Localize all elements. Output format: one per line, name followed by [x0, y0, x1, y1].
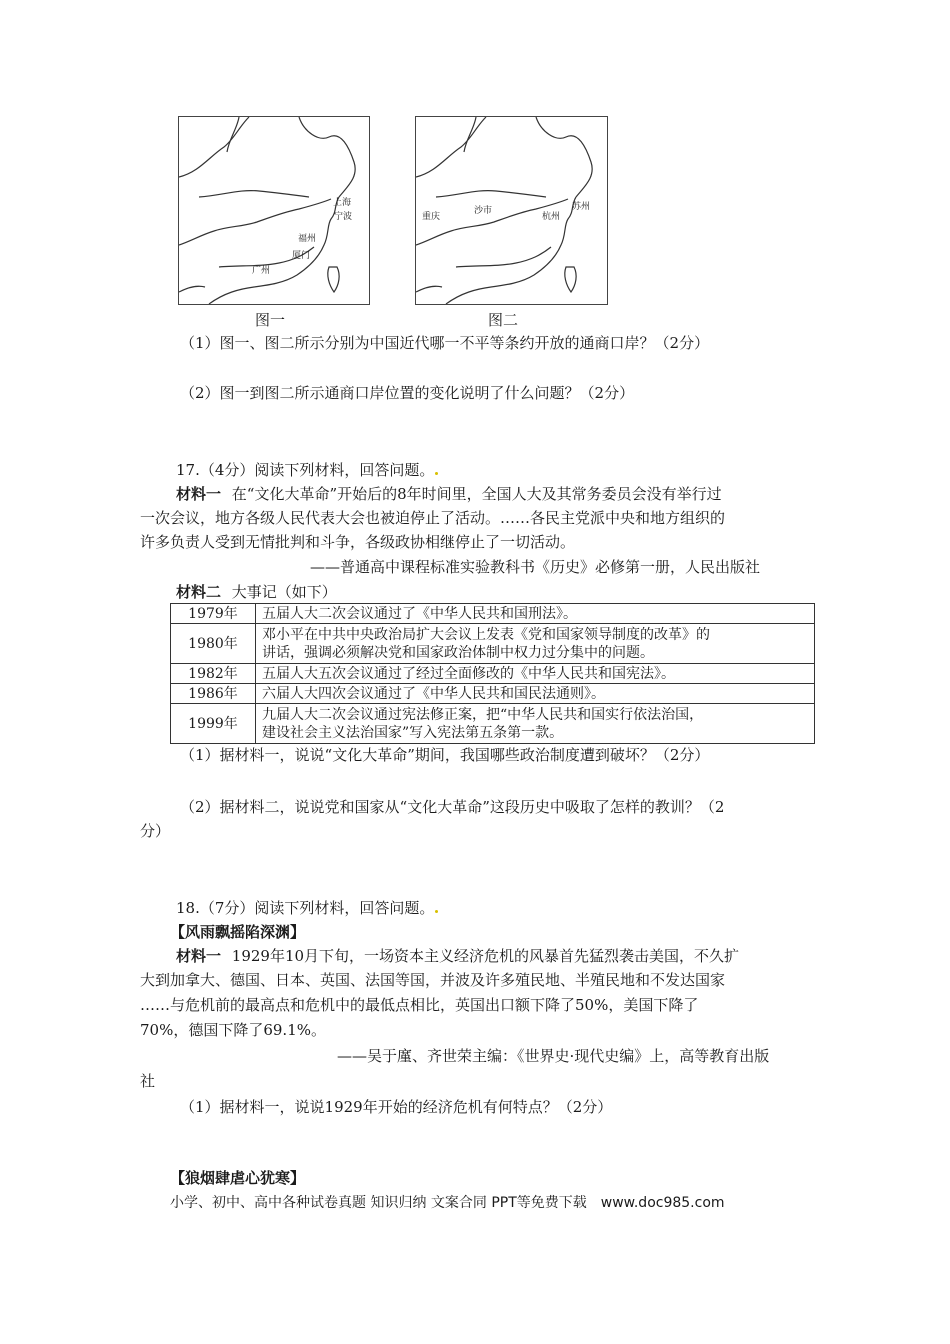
port-label: 上海 [333, 198, 352, 208]
figure-2-caption: 图二 [488, 311, 519, 329]
q18-section1-title: 【风雨飘摇陷深渊】 [170, 923, 306, 941]
event-year: 1982年 [171, 664, 256, 684]
port-label: 沙市 [474, 206, 493, 216]
event-text-line: 建设社会主义法治国家”写入宪法第五条第一款。 [262, 724, 564, 741]
q18-header-text: 18.（7分）阅读下列材料，回答问题。 [176, 899, 435, 917]
mark-dot [435, 910, 438, 913]
material-label: 材料二 [176, 583, 222, 601]
port-label: 苏州 [572, 202, 591, 212]
q18-material1-line3: ……与危机前的最高点和危机中的最低点相比，英国出口额下降了50%，美国下降了 [140, 996, 699, 1014]
q17-material1-source: ——普通高中课程标准实验教科书《历史》必修第一册，人民出版社 [310, 558, 761, 576]
q17-sub1: （1）据材料一，说说“文化大革命”期间，我国哪些政治制度遭到破坏？（2分） [180, 746, 710, 764]
q16-sub2: （2）图一到图二所示通商口岸位置的变化说明了什么问题？（2分） [180, 384, 635, 402]
q17-sub2-line1: （2）据材料二，说说党和国家从“文化大革命”这段历史中吸取了怎样的教训？（2 [180, 798, 725, 816]
event-text [256, 704, 815, 744]
q17-material2-title [176, 580, 856, 604]
q18-sub1: （1）据材料一，说说1929年开始的经济危机有何特点？（2分） [180, 1098, 613, 1116]
q17-sub2-line2: 分） [140, 822, 171, 840]
q16-sub1: （1）图一、图二所示分别为中国近代哪一不平等条约开放的通商口岸？（2分） [180, 334, 710, 352]
q18-material1-line2: 大到加拿大、德国、日本、英国、法国等国，并波及许多殖民地、半殖民地和不发达国家 [140, 971, 726, 989]
material-text: 1929年10月下旬，一场资本主义经济危机的风暴首先猛烈袭击美国，不久扩 [231, 947, 740, 965]
material-title-text: 大事记（如下） [231, 583, 337, 601]
q18-material1-line4: 70%，德国下降了69.1%。 [140, 1021, 326, 1039]
material-label: 材料一 [176, 485, 222, 503]
event-text-line: 讲话，强调必须解决党和国家政治体制中权力过分集中的问题。 [262, 644, 654, 661]
q17-header-text: 17.（4分）阅读下列材料，回答问题。 [176, 461, 435, 479]
event-text: 五届人大五次会议通过了经过全面修改的《中华人民共和国宪法》。 [256, 664, 815, 684]
port-label: 福州 [298, 234, 317, 244]
figure-1-caption: 图一 [255, 311, 286, 329]
q17-material1-line1 [176, 482, 856, 506]
event-text-line: 九届人大二次会议通过宪法修正案，把“中华人民共和国实行依法治国， [262, 706, 704, 723]
event-year: 1986年 [171, 684, 256, 704]
event-year: 1979年 [171, 604, 256, 624]
port-label: 杭州 [542, 212, 561, 222]
table-row [171, 684, 815, 704]
event-text-line: 邓小平在中共中央政治局扩大会议上发表《党和国家领导制度的改革》的 [262, 626, 710, 643]
q18-header [176, 896, 856, 920]
event-year: 1980年 [171, 624, 256, 664]
mark-dot [435, 472, 438, 475]
port-label: 重庆 [422, 212, 441, 222]
event-text [256, 624, 815, 664]
event-year: 1999年 [171, 704, 256, 744]
footer-text: 小学、初中、高中各种试卷真题 知识归纳 文案合同 PPT等免费下载 www.doc985.com [170, 1195, 725, 1211]
q17-material1-line2: 一次会议，地方各级人民代表大会也被迫停止了活动。……各民主党派中央和地方组织的 [140, 509, 726, 527]
port-label: 厦门 [292, 251, 311, 261]
map-figure-2 [415, 116, 608, 305]
event-text: 六届人大四次会议通过了《中华人民共和国民法通则》。 [256, 684, 815, 704]
port-label: 宁波 [334, 212, 353, 222]
event-text: 五届人大二次会议通过了《中华人民共和国刑法》。 [256, 604, 815, 624]
q17-material1-line3: 许多负责人受到无情批判和斗争，各级政协相继停止了一切活动。 [140, 533, 576, 551]
q18-material1-source-line2: 社 [140, 1072, 156, 1090]
q18-material1-source-line1: ——吴于廑、齐世荣主编：《世界史·现代史编》上，高等教育出版 [337, 1047, 770, 1065]
events-table [170, 603, 815, 744]
table-row [171, 624, 815, 664]
table-row [171, 604, 815, 624]
table-row [171, 664, 815, 684]
q18-material1-line1 [176, 944, 856, 968]
q17-header [176, 458, 856, 482]
map-figure-1 [178, 116, 370, 305]
q18-section2-title: 【狼烟肆虐心犹寒】 [170, 1169, 306, 1187]
port-label: 广州 [252, 266, 271, 276]
material-text: 在“文化大革命”开始后的8年时间里，全国人大及其常务委员会没有举行过 [231, 485, 722, 503]
material-label: 材料一 [176, 947, 222, 965]
table-row [171, 704, 815, 744]
